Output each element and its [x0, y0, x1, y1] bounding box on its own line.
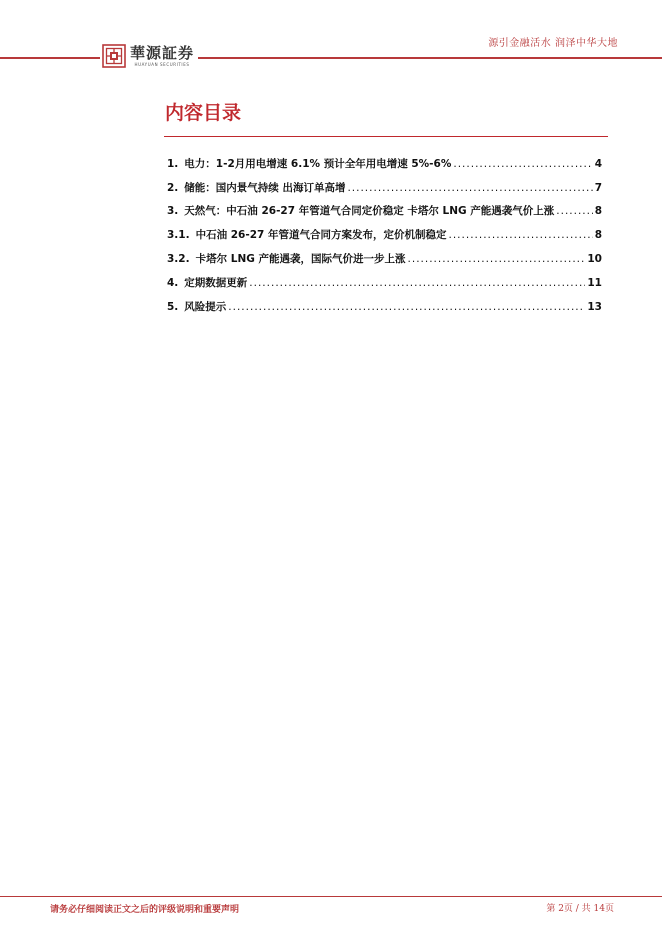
toc-entry-number: 3.	[167, 205, 179, 217]
toc-entry-text: 卡塔尔 LNG 产能遇袭，国际气价进一步上涨	[195, 253, 406, 265]
toc-entry[interactable]	[167, 251, 602, 267]
company-logo	[100, 42, 198, 70]
toc-entry-number: 3.2.	[167, 253, 190, 265]
toc-dot-leader	[408, 253, 586, 265]
footer-disclaimer: 请务必仔细阅读正文之后的评级说明和重要声明	[50, 905, 240, 915]
toc-entry-text: 定期数据更新	[184, 277, 248, 289]
toc-dot-leader	[249, 277, 585, 289]
toc-entry-number: 3.1.	[167, 229, 190, 241]
toc-title: 内容目录	[165, 102, 242, 124]
toc-entry-text: 电力：1-2月用电增速 6.1% 预计全年用电增速 5%-6%	[184, 158, 452, 170]
logo-seal-icon	[102, 44, 126, 68]
footer-page-indicator: 第 2页 / 共 14页	[546, 904, 614, 914]
logo-name: 華源証券	[130, 43, 195, 62]
toc-entry-text: 天然气：中石油 26-27 年管道气合同定价稳定 卡塔尔 LNG 产能遇袭气价上涨	[184, 205, 555, 217]
toc-entry-page: 10	[587, 253, 602, 265]
toc-entry-number: 2.	[167, 182, 179, 194]
toc-entry[interactable]	[167, 275, 602, 291]
toc-entry-text: 风险提示	[184, 301, 227, 313]
footer-divider	[0, 896, 662, 897]
toc-entry-page: 8	[594, 205, 602, 217]
logo-english-name: HUAYUAN SECURITIES	[134, 61, 190, 67]
toc-entry-page: 13	[587, 301, 602, 313]
toc-entry-number: 4.	[167, 277, 179, 289]
toc-dot-leader	[347, 182, 592, 194]
toc-entry[interactable]	[167, 203, 602, 219]
toc-entry-text: 中石油 26-27 年管道气合同方案发布，定价机制稳定	[195, 229, 447, 241]
toc-entry-page: 8	[594, 229, 602, 241]
toc-title-underline	[164, 136, 608, 137]
toc-entry-number: 1.	[167, 158, 179, 170]
toc-entry-page: 4	[594, 158, 602, 170]
toc-entry[interactable]	[167, 180, 602, 196]
toc-entry-number: 5.	[167, 301, 179, 313]
toc-dot-leader	[556, 205, 592, 217]
toc-dot-leader	[449, 229, 593, 241]
toc-entry[interactable]	[167, 299, 602, 315]
header-slogan: 源引金融活水 润泽中华大地	[488, 38, 618, 49]
toc-entry-text: 储能：国内景气持续 出海订单高增	[184, 182, 346, 194]
toc-dot-leader	[453, 158, 592, 170]
toc-entry-page: 7	[594, 182, 602, 194]
toc-dot-leader	[228, 301, 585, 313]
toc-entry[interactable]	[167, 227, 602, 243]
toc-entry-page: 11	[587, 277, 602, 289]
toc-entry[interactable]	[167, 156, 602, 172]
